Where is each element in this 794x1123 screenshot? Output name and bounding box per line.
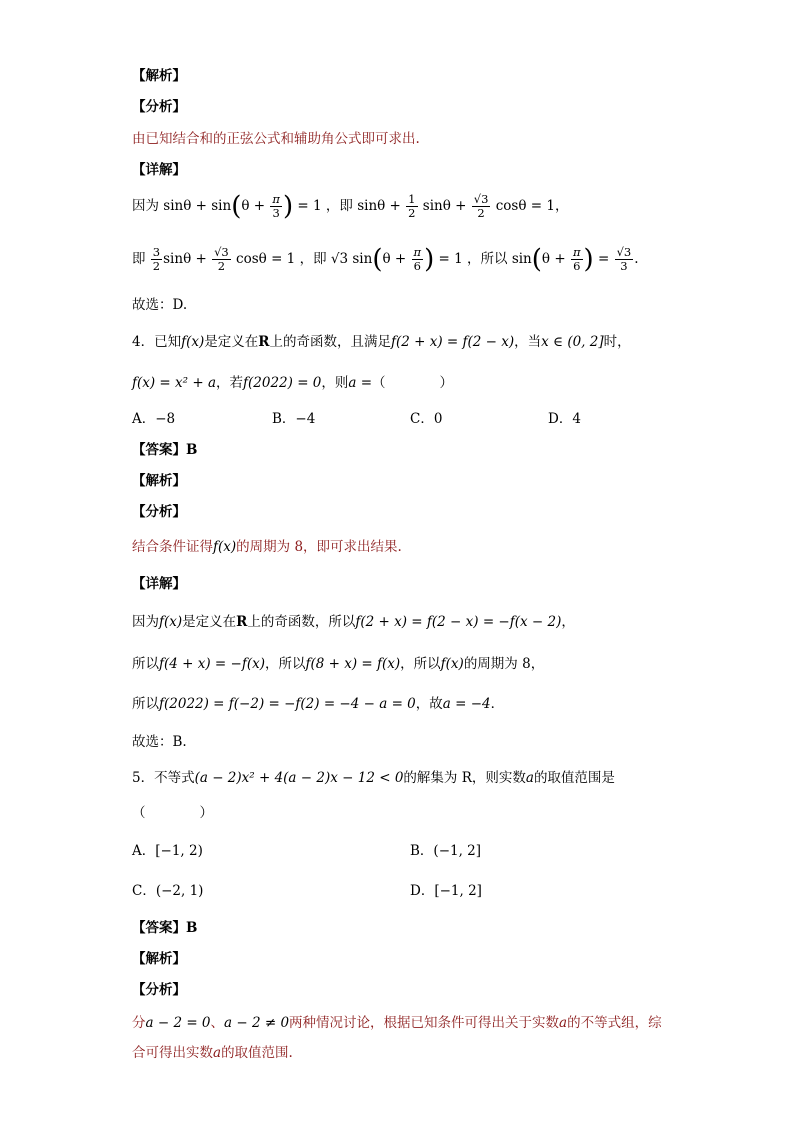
q4-choice-c[interactable]: C．0 (410, 411, 443, 427)
fraction-pi-6b: $\frac{\pi}{6}$ (572, 245, 581, 273)
fraction-pi-3: $\frac{\pi}{3}$ (272, 192, 280, 220)
fraction-sqrt3-2b: $\frac{√3}{2}$ (214, 245, 229, 273)
q4-answer: 【答案】B (132, 442, 198, 458)
heading-jiexi: 【解析】 (132, 68, 186, 84)
q4-heading-jiexi: 【解析】 (132, 473, 186, 489)
fraction-pi-6: $\frac{\pi}{6}$ (413, 245, 422, 273)
fraction-sqrt3-2: $\frac{√3}{2}$ (473, 192, 489, 220)
analysis-text: 由已知结合和的正弦公式和辅助角公式即可求出. (132, 131, 420, 147)
q5-analysis-2: 合可得出实数a的取值范围. (132, 1045, 293, 1061)
heading-xiangjie: 【详解】 (132, 162, 186, 178)
q4-choice-a[interactable]: A．−8 (132, 411, 176, 427)
detail-line-2: 即 $\frac{3}{2}$ sinθ + $\frac{√3}{2}$ cosθ = 1 ，即 √3 sin(θ + $\frac{\pi}{6}$ ) = 1 ，所以 sin(θ + $\frac{\pi}{6}$ ) = $\frac{√3}{3}$ . (132, 244, 639, 275)
q4-choice-b[interactable]: B．−4 (272, 411, 316, 427)
fraction-sqrt3-3: $\frac{√3}{3}$ (616, 245, 632, 273)
q4-heading-xiangjie: 【详解】 (132, 576, 186, 592)
q5-choice-b[interactable]: B．(−1, 2] (410, 843, 482, 859)
q4-analysis-text: 结合条件证得f(x)的周期为 8，即可求出结果. (132, 539, 402, 555)
fraction-3-2: $\frac{3}{2}$ (152, 245, 161, 273)
q5-choice-d[interactable]: D．[−1, 2] (410, 883, 482, 899)
q5-choice-a[interactable]: A．[−1, 2) (132, 843, 203, 859)
q4-select-b: 故选：B. (132, 734, 187, 750)
question-5-line-1: 5．不等式(a − 2)x² + 4(a − 2)x − 12 < 0的解集为 R，则实数a的取值范围是 (132, 770, 615, 786)
question-4-line-2: f(x) = x² + a，若f(2022) = 0，则a =（ ） (132, 375, 454, 391)
detail-line-1: 因为 sinθ + sin(θ + $\frac{\pi}{3}$ ) = 1 ，即 sinθ + $\frac{1}{2}$ sinθ + $\frac{√3}{2}$ cosθ = 1， (132, 191, 569, 222)
heading-fenxi: 【分析】 (132, 99, 186, 115)
q4-detail-1: 因为f(x)是定义在R上的奇函数，所以f(2 + x) = f(2 − x) = −f(x − 2)， (132, 614, 575, 630)
question-4-line-1: 4．已知f(x)是定义在R上的奇函数，且满足f(2 + x) = f(2 − x)，当x ∈ (0, 2]时， (132, 334, 631, 350)
q5-analysis-1: 分a − 2 = 0、a − 2 ≠ 0两种情况讨论，根据已知条件可得出关于实数a的不等式组，综 (132, 1015, 662, 1031)
q5-answer: 【答案】B (132, 920, 198, 936)
q4-detail-2: 所以f(4 + x) = −f(x)，所以f(8 + x) = f(x)，所以f(x)的周期为 8， (132, 656, 545, 672)
q5-heading-fenxi: 【分析】 (132, 982, 186, 998)
q4-choice-d[interactable]: D．4 (548, 411, 581, 427)
question-5-paren: （ ） (132, 805, 213, 821)
fraction-1-2: $\frac{1}{2}$ (408, 192, 416, 220)
q5-choice-c[interactable]: C．(−2, 1) (132, 883, 204, 899)
q5-heading-jiexi: 【解析】 (132, 951, 186, 967)
q4-heading-fenxi: 【分析】 (132, 504, 186, 520)
answer-choice-d: 故选：D. (132, 297, 188, 313)
q4-detail-3: 所以f(2022) = f(−2) = −f(2) = −4 − a = 0，故a = −4． (132, 696, 505, 712)
